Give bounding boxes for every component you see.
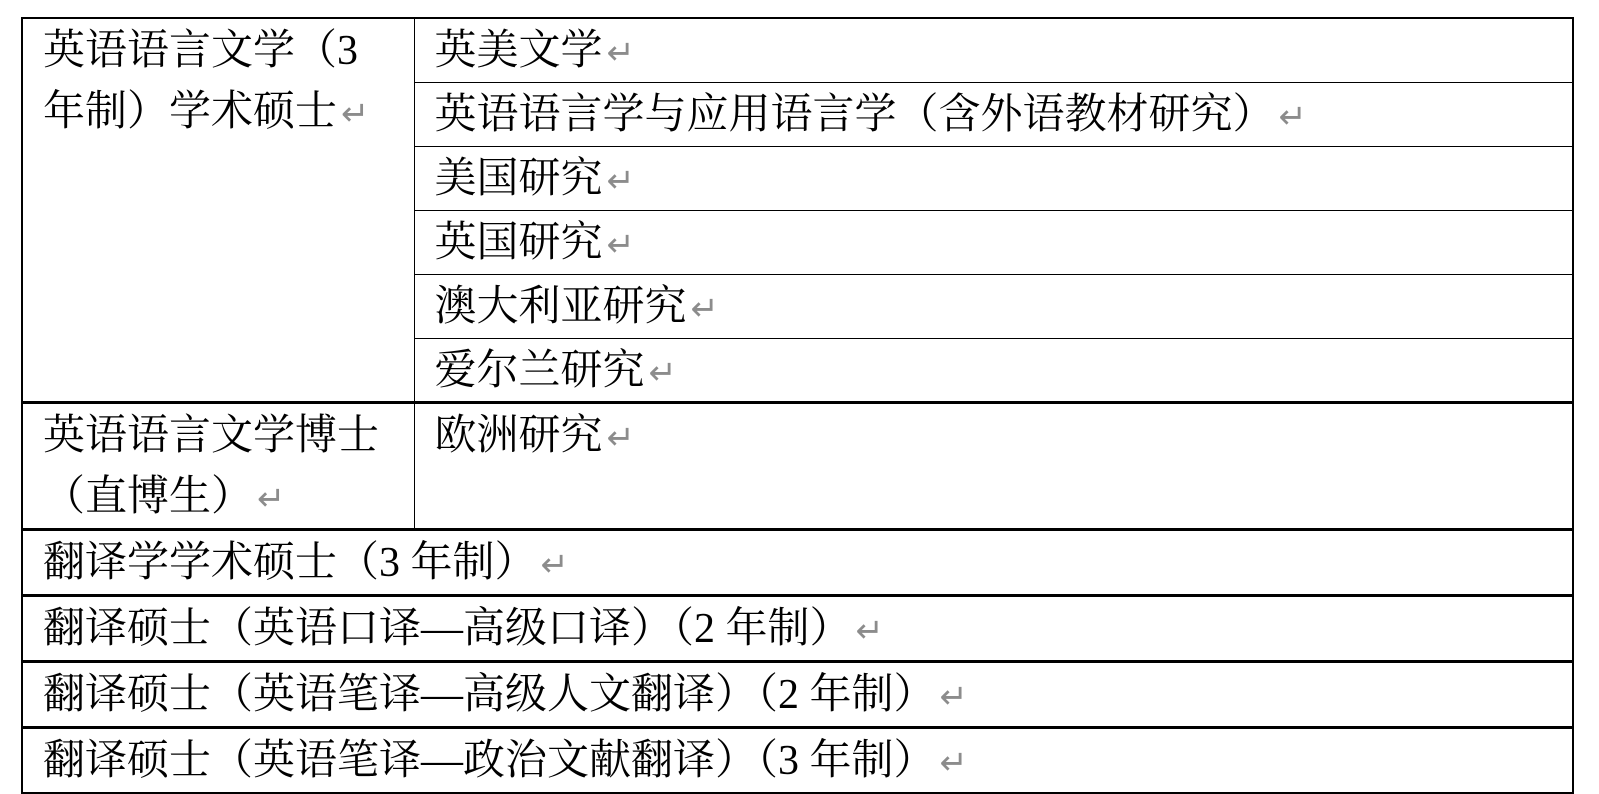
table-row [22,662,1573,728]
program-cell-english-literature-ma [22,18,414,403]
specialization-cell [414,210,1573,274]
program-label: 翻译学学术硕士（3 年制） [43,540,537,587]
return-mark-icon: ↵ [648,352,677,392]
program-cell-english-literature-phd [22,403,414,530]
specialization-label: 英美文学 [434,28,603,74]
return-mark-icon: ↵ [606,160,635,200]
return-mark-icon: ↵ [540,545,569,585]
specialization-label: 澳大利亚研究 [434,283,687,330]
return-mark-icon: ↵ [606,33,635,72]
return-mark-icon: ↵ [257,479,286,519]
program-label: 翻译硕士（英语笔译—政治文献翻译）（3 年制） [43,737,936,784]
specialization-cell [414,403,1573,530]
table-row [22,596,1573,662]
program-row-cell-mti-interpreting [22,596,1573,662]
specialization-cell [414,146,1573,210]
return-mark-icon: ↵ [939,677,968,717]
specialization-label: 美国研究 [434,155,603,202]
specialization-label: 英语语言学与应用语言学（含外语教材研究） [434,91,1275,138]
return-mark-icon: ↵ [1278,96,1307,136]
return-mark-icon: ↵ [939,742,968,782]
program-label: 翻译硕士（英语笔译—高级人文翻译）（2 年制） [43,672,936,719]
return-mark-icon: ↵ [606,224,635,264]
specialization-cell [414,274,1573,338]
degree-programs-table [21,17,1574,794]
table-row [22,18,1573,82]
program-label: 英语语言文学博士（直博生） [43,413,380,521]
program-row-cell-mti-political-translation [22,727,1573,792]
table-row [22,403,1573,530]
return-mark-icon: ↵ [855,611,884,651]
program-label: 翻译硕士（英语口译—高级口译）（2 年制） [43,606,852,653]
program-row-cell-translation-studies-ma [22,530,1573,596]
specialization-label: 欧洲研究 [434,413,603,460]
program-row-cell-mti-literary-translation [22,662,1573,728]
specialization-cell [414,338,1573,403]
table-row [22,530,1573,596]
specialization-label: 爱尔兰研究 [434,347,645,394]
return-mark-icon: ↵ [606,418,635,458]
table-row [22,727,1573,792]
return-mark-icon: ↵ [341,93,370,133]
return-mark-icon: ↵ [690,288,719,328]
program-label: 英语语言文学（3 年制）学术硕士 [43,28,359,135]
specialization-cell [414,82,1573,146]
specialization-cell [414,18,1573,82]
specialization-label: 英国研究 [434,219,603,266]
